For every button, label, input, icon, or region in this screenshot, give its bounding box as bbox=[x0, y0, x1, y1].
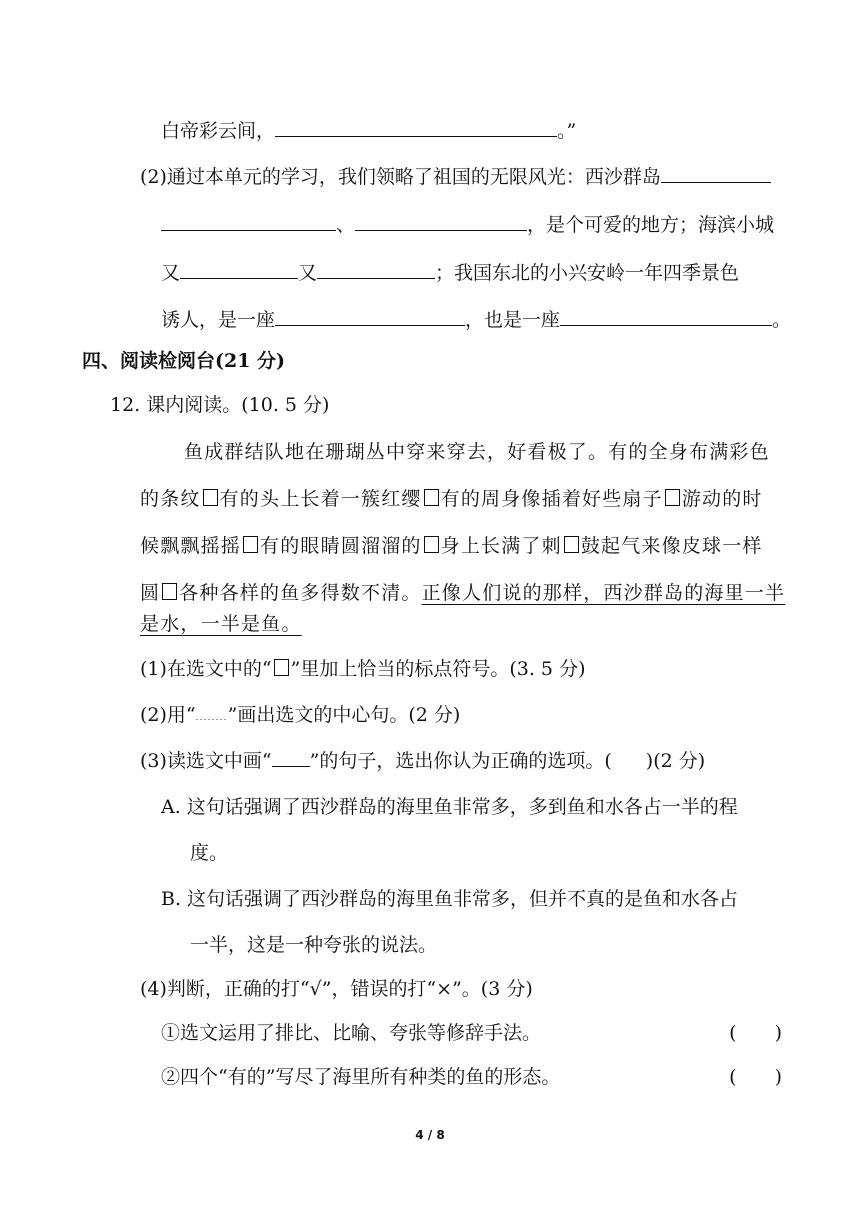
subquestion-3: (3)读选文中画“ ”的句子，选出你认为正确的选项。( )(2 分) bbox=[140, 750, 706, 772]
q11-part2-line2: 、 ，是个可爱的地方；海滨小城 bbox=[161, 210, 774, 238]
answer-blank[interactable] bbox=[161, 210, 336, 231]
punctuation-box[interactable] bbox=[665, 489, 680, 506]
punctuation-box[interactable] bbox=[424, 536, 439, 553]
answer-blank[interactable] bbox=[317, 258, 435, 279]
passage-line: 的条纹 有的头上长着一簇红缨 有的周身像插着好些扇子 游动的时 bbox=[140, 488, 763, 510]
subquestion-2: (2)用“ ”画出选文的中心句。(2 分) bbox=[140, 704, 461, 726]
judge-paren-1[interactable]: ( ) bbox=[729, 1022, 782, 1044]
subquestion-1: (1)在选文中的“ ”里加上恰当的标点符号。(3. 5 分) bbox=[140, 658, 586, 680]
passage-line: 候飘飘摇摇 有的眼睛圆溜溜的 身上长满了刺 鼓起气来像皮球一样 bbox=[140, 535, 763, 557]
judge-paren-2[interactable]: ( ) bbox=[729, 1066, 782, 1088]
subquestion-4: (4)判断，正确的打“√”，错误的打“×”。(3 分) bbox=[140, 978, 533, 1000]
punctuation-box[interactable] bbox=[162, 583, 177, 600]
passage-line: 圆 各种各样的鱼多得数不清。正像人们说的那样，西沙群岛的海里一半 bbox=[140, 582, 786, 604]
question-title: 12. 课内阅读。(10. 5 分) bbox=[110, 394, 330, 416]
judge-item-1: ①选文运用了排比、比喻、夸张等修辞手法。 bbox=[161, 1022, 542, 1044]
answer-blank[interactable] bbox=[661, 162, 771, 183]
answer-blank[interactable] bbox=[355, 210, 527, 231]
answer-blank[interactable] bbox=[180, 258, 298, 279]
answer-blank[interactable] bbox=[560, 305, 772, 326]
option-a[interactable]: A. 这句话强调了西沙群岛的海里鱼非常多，多到鱼和水各占一半的程 bbox=[161, 796, 738, 818]
punctuation-box[interactable] bbox=[564, 536, 579, 553]
underlined-sentence: 正像人们说的那样，西沙群岛的海里一半 bbox=[421, 582, 786, 604]
box-sample-icon bbox=[274, 659, 289, 676]
section-title: 四、阅读检阅台(21 分) bbox=[82, 350, 286, 372]
q11-part2-line3: 又 又 ；我国东北的小兴安岭一年四季景色 bbox=[161, 258, 739, 286]
option-b-cont: 一半，这是一种夸张的说法。 bbox=[190, 934, 438, 956]
answer-blank[interactable] bbox=[275, 116, 557, 137]
underlined-sentence: 是水，一半是鱼。 bbox=[140, 613, 302, 635]
q11-part2-line4: 诱人，是一座 ，也是一座 。 bbox=[161, 305, 791, 333]
option-a-cont: 度。 bbox=[190, 842, 229, 864]
q11-line1: 白帝彩云间， 。” bbox=[161, 116, 576, 144]
punctuation-box[interactable] bbox=[243, 536, 258, 553]
punctuation-box[interactable] bbox=[203, 489, 218, 506]
judge-item-2: ②四个“有的”写尽了海里所有种类的鱼的形态。 bbox=[161, 1066, 561, 1088]
answer-blank[interactable] bbox=[275, 305, 465, 326]
punctuation-box[interactable] bbox=[424, 489, 439, 506]
wavy-line-icon bbox=[196, 712, 228, 720]
passage-line: 鱼成群结队地在珊瑚丛中穿来穿去，好看极了。有的全身布满彩色 bbox=[184, 441, 770, 463]
option-b[interactable]: B. 这句话强调了西沙群岛的海里鱼非常多，但并不真的是鱼和水各占 bbox=[161, 888, 739, 910]
straight-line-icon bbox=[272, 748, 310, 767]
passage-line bbox=[140, 611, 302, 637]
page-number: 4 / 8 bbox=[415, 1128, 445, 1142]
q11-part2-line1: (2)通过本单元的学习，我们领略了祖国的无限风光：西沙群岛 bbox=[140, 162, 771, 190]
